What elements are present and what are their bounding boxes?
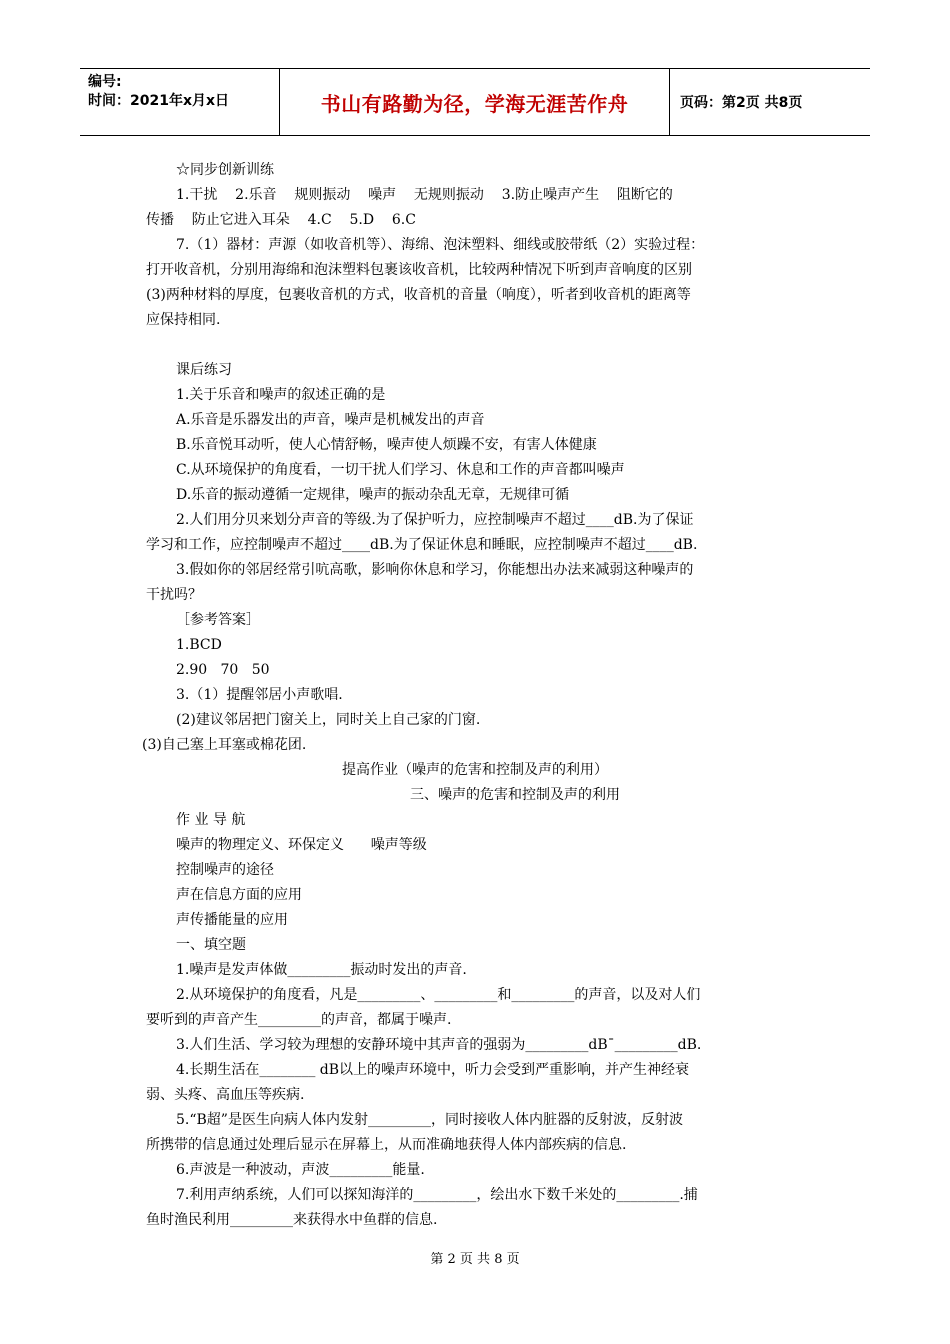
text-line: (2)建议邻居把门窗关上，同时关上自己家的门窗. (176, 712, 481, 728)
text-line: 7.（1）器材：声源（如收音机等）、海绵、泡沫塑料、细线或胶带纸（2）实验过程： (176, 237, 705, 253)
text-line: (3)自己塞上耳塞或棉花团. (142, 737, 307, 753)
page-footer: 第 2 页 共 8 页 (430, 1252, 520, 1267)
text-line: A.乐音是乐器发出的声音，噪声是机械发出的声音 (176, 412, 485, 428)
text-line: 2.人们用分贝来划分声音的等级.为了保护听力，应控制噪声不超过____dB.为了保证 (176, 512, 694, 528)
blank-line (0, 333, 950, 358)
text-line: 5.“B超”是医生向病人体内发射_________，同时接收人体内脏器的反射波，反射波 (176, 1112, 683, 1128)
page-header (80, 68, 870, 136)
header-page-info: 页码：第2页 共8页 (680, 95, 803, 111)
text-line: 3.（1）提醒邻居小声歌唱. (176, 687, 343, 703)
text-line: 3.假如你的邻居经常引吭高歌，影响你休息和学习，你能想出办法来减弱这种噪声的 (176, 562, 694, 578)
header-motto: 书山有路勤为径，学海无涯苦作舟 (280, 69, 670, 135)
text-line: 所携带的信息通过处理后显示在屏幕上，从而准确地获得人体内部疾病的信息. (146, 1137, 627, 1153)
document-body (0, 158, 950, 1233)
text-line: 干扰吗？ (146, 587, 202, 603)
text-line: 要听到的声音产生_________的声音，都属于噪声. (146, 1012, 452, 1028)
text-line: 一、填空题 (176, 937, 246, 953)
text-line: 三、噪声的危害和控制及声的利用 (329, 787, 621, 803)
text-line: 1.关于乐音和噪声的叙述正确的是 (176, 387, 386, 403)
text-line: 4.长期生活在________ dB以上的噪声环境中，听力会受到严重影响，并产生神经衰 (176, 1062, 690, 1078)
text-line: 7.利用声纳系统，人们可以探知海洋的_________，绘出水下数千米处的_________.捕 (176, 1187, 698, 1203)
text-line: 鱼时渔民利用_________来获得水中鱼群的信息. (146, 1212, 438, 1228)
text-line: 3.人们生活、学习较为理想的安静环境中其声音的强弱为_________dB¯_________dB. (176, 1037, 702, 1053)
text-line: 声在信息方面的应用 (176, 887, 302, 903)
text-line: 1.干扰 2.乐音 规则振动 噪声 无规则振动 3.防止噪声产生 阻断它的 (176, 187, 673, 203)
text-line: 声传播能量的应用 (176, 912, 288, 928)
text-line: C.从环境保护的角度看，一切干扰人们学习、休息和工作的声音都叫噪声 (176, 462, 625, 478)
text-line: 打开收音机，分别用海绵和泡沫塑料包裹该收音机，比较两种情况下听到声音响度的区别 (146, 262, 692, 278)
text-line: 1.噪声是发声体做_________振动时发出的声音. (176, 962, 467, 978)
text-line: 传播 防止它进入耳朵 4.C 5.D 6.C (146, 212, 416, 228)
text-line: B.乐音悦耳动听，使人心情舒畅，噪声使人烦躁不安，有害人体健康 (176, 437, 597, 453)
text-line: 应保持相同. (146, 312, 221, 328)
text-line: (3)两种材料的厚度，包裹收音机的方式，收音机的音量（响度），听者到收音机的距离等 (146, 287, 691, 303)
text-line: 弱、头疼、高血压等疾病. (146, 1087, 305, 1103)
text-line: 提高作业（噪声的危害和控制及声的利用） (342, 762, 608, 778)
text-line: 控制噪声的途径 (176, 862, 274, 878)
text-line: ［参考答案］ (176, 612, 260, 628)
text-line: 2.从环境保护的角度看，凡是_________、_________和_________的声音，以及对人们 (176, 987, 701, 1003)
code-label: 编号: (88, 74, 122, 90)
text-line: 2.90 70 50 (176, 662, 270, 678)
header-meta (80, 69, 280, 135)
text-line: 噪声的物理定义、环保定义 噪声等级 (176, 837, 427, 853)
text-line: 学习和工作，应控制噪声不超过____dB.为了保证休息和睡眠，应控制噪声不超过____dB. (146, 537, 698, 553)
text-line: 6.声波是一种波动，声波_________能量. (176, 1162, 425, 1178)
time-label: 时间：2021年x月x日 (88, 93, 230, 109)
text-line: ☆同步创新训练 (176, 162, 274, 178)
text-line: 作 业 导 航 (176, 812, 246, 828)
text-line: D.乐音的振动遵循一定规律，噪声的振动杂乱无章，无规律可循 (176, 487, 570, 503)
text-line: 1.BCD (176, 637, 222, 653)
text-line: 课后练习 (176, 362, 232, 378)
